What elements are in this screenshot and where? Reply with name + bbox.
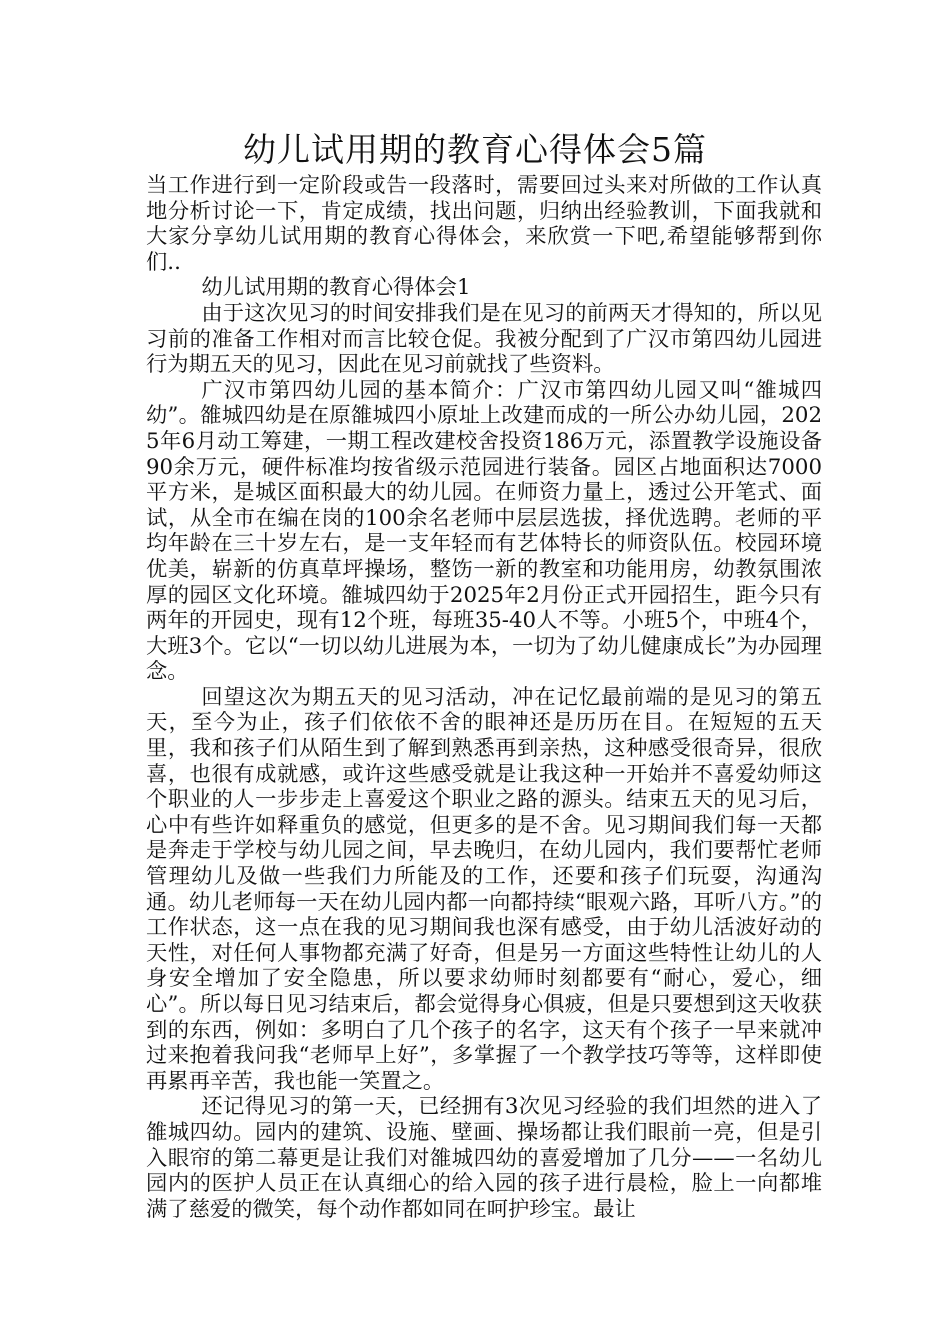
section-heading: 幼儿试用期的教育心得体会1 xyxy=(201,275,471,301)
document-body xyxy=(146,173,822,1222)
document-title: 幼儿试用期的教育心得体会5篇 xyxy=(243,130,707,169)
body-paragraph: 广汉市第四幼儿园的基本简介：广汉市第四幼儿园又叫“雒城四幼”。雒城四幼是在原雒城四小原址上改建而成的一所公办幼儿园，2025年6月动工筹建，一期工程改建校舍投资186万元，添置教学设施设备90余万元，硬件标准均按省级示范园进行装备。园区占地面积达7000平方米，是城区面积最大的幼儿园。在师资力量上，透过公开笔式、面试，从全市在编在岗的100余名老师中层层选拔，择优选聘。老师的平均年龄在三十岁左右，是一支年轻而有艺体特长的师资队伍。校园环境优美，崭新的仿真草坪操场，整饬一新的教室和功能用房，幼教氛围浓厚的园区文化环境。雒城四幼于2025年2月份正式开园招生，距今只有两年的开园史，现有12个班，每班35-40人不等。小班5个，中班4个，大班3个。它以“一切以幼儿进展为本，一切为了幼儿健康成长”为办园理念。 xyxy=(146,377,822,685)
body-paragraph: 还记得见习的第一天，已经拥有3次见习经验的我们坦然的进入了雒城四幼。园内的建筑、设施、壁画、操场都让我们眼前一亮，但是引入眼帘的第二幕更是让我们对雒城四幼的喜爱增加了几分——一名幼儿园内的医护人员正在认真细心的给入园的孩子进行晨检，脸上一向都堆满了慈爱的微笑，每个动作都如同在呵护珍宝。最让 xyxy=(146,1094,822,1222)
body-paragraph: 回望这次为期五天的见习活动，冲在记忆最前端的是见习的第五天，至今为止，孩子们依依不舍的眼神还是历历在目。在短短的五天里，我和孩子们从陌生到了解到熟悉再到亲热，这种感受很奇异，很欣喜，也很有成就感，或许这些感受就是让我这种一开始并不喜爱幼师这个职业的人一步步走上喜爱这个职业之路的源头。结束五天的见习后，心中有些许如释重负的感觉，但更多的是不舍。见习期间我们每一天都是奔走于学校与幼儿园之间，早去晚归，在幼儿园内，我们要帮忙老师管理幼儿及做一些我们力所能及的工作，还要和孩子们玩耍，沟通沟通。幼儿老师每一天在幼儿园内都一向都持续“眼观六路，耳听八方。”的工作状态，这一点在我的见习期间我也深有感受，由于幼儿活波好动的天性，对任何人事物都充满了好奇，但是另一方面这些特性让幼儿的人身安全增加了安全隐患，所以要求幼师时刻都要有“耐心，爱心，细心”。所以每日见习结束后，都会觉得身心俱疲，但是只要想到这天收获到的东西，例如：多明白了几个孩子的名字，这天有个孩子一早来就冲过来抱着我问我“老师早上好”，多掌握了一个教学技巧等等，这样即使再累再辛苦，我也能一笑置之。 xyxy=(146,684,822,1094)
body-paragraph: 由于这次见习的时间安排我们是在见习的前两天才得知的，所以见习前的准备工作相对而言比较仓促。我被分配到了广汉市第四幼儿园进行为期五天的见习，因此在见习前就找了些资料。 xyxy=(146,300,822,378)
intro-paragraph: 当工作进行到一定阶段或告一段落时，需要回过头来对所做的工作认真地分析讨论一下，肯定成绩，找出问题，归纳出经验教训，下面我就和大家分享幼儿试用期的教育心得体会，来欣赏一下吧,希望能够帮到你们.. xyxy=(146,173,822,275)
